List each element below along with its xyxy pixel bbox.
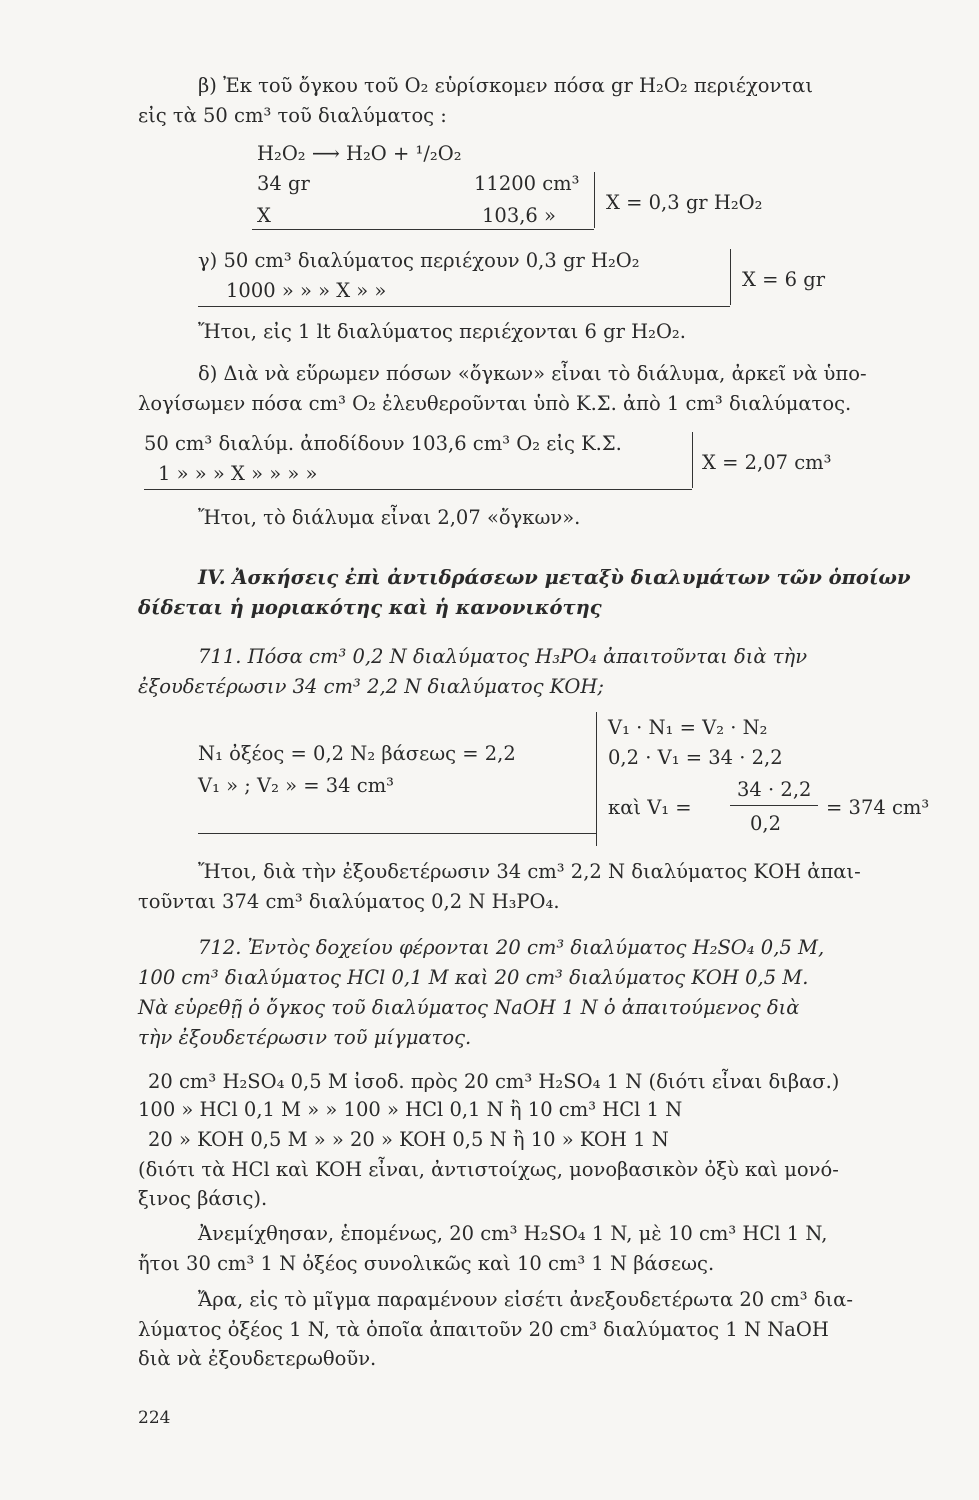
problem-711-fraction-denominator: 0,2 bbox=[750, 812, 782, 835]
problem-711-rule bbox=[198, 833, 596, 834]
problem-712-mix-line2: ἤτοι 30 cm³ 1 N ὀξέος συνολικῶς καὶ 10 cm³ 1 N βάσεως. bbox=[138, 1252, 715, 1275]
proportion-b-separator bbox=[594, 172, 595, 228]
section-d-line1: δ) Διὰ νὰ εὕρωμεν πόσων «ὄγκων» εἶναι τὸ διάλυμα, ἀρκεῖ νὰ ὑπο- bbox=[198, 362, 867, 385]
proportion-b-result: X = 0,3 gr H₂O₂ bbox=[606, 191, 763, 214]
section-d-line2: λογίσωμεν πόσα cm³ O₂ ἐλευθεροῦνται ὑπὸ Κ.Σ. ἀπὸ 1 cm³ διαλύματος. bbox=[138, 392, 852, 415]
section-iv-heading-line2: δίδεται ἡ μοριακότης καὶ ἡ κανονικότης bbox=[138, 596, 602, 619]
problem-712-question-line4: τὴν ἐξουδετέρωσιν τοῦ μίγματος. bbox=[138, 1026, 472, 1049]
problem-711-substitution: 0,2 · V₁ = 34 · 2,2 bbox=[608, 746, 783, 769]
problem-712-final-line3: διὰ νὰ ἐξουδετερωθοῦν. bbox=[138, 1347, 377, 1370]
problem-711-given-line2: V₁ » ; V₂ » = 34 cm³ bbox=[198, 774, 394, 797]
proportion-b-row1-left: 34 gr bbox=[257, 172, 310, 195]
section-d-row2: 1 » » » X » » » » bbox=[158, 462, 318, 485]
problem-712-solution-line2: 100 » HCl 0,1 M » » 100 » HCl 0,1 N ἢ 10 cm³ HCl 1 N bbox=[138, 1098, 683, 1121]
section-c-separator bbox=[730, 249, 731, 305]
section-d-separator bbox=[692, 432, 693, 488]
section-d-conclusion: Ἤτοι, τὸ διάλυμα εἶναι 2,07 «ὄγκων». bbox=[198, 506, 581, 529]
proportion-b-row2-right: 103,6 » bbox=[482, 204, 556, 227]
problem-712-question-line2: 100 cm³ διαλύματος HCl 0,1 M καὶ 20 cm³ διαλύματος ΚΟΗ 0,5 M. bbox=[138, 966, 809, 989]
problem-711-question-line2: ἐξουδετέρωσιν 34 cm³ 2,2 N διαλύματος ΚΟΗ; bbox=[138, 675, 604, 698]
problem-712-final-line1: Ἄρα, εἰς τὸ μῖγμα παραμένουν εἰσέτι ἀνεξουδετέρωτα 20 cm³ δια- bbox=[198, 1288, 853, 1311]
problem-712-question-line3: Νὰ εὑρεθῇ ὁ ὄγκος τοῦ διαλύματος NaOH 1 N ὁ ἀπαιτούμενος διὰ bbox=[138, 996, 800, 1019]
problem-711-formula: V₁ · N₁ = V₂ · N₂ bbox=[608, 716, 768, 739]
proportion-b-row1-right: 11200 cm³ bbox=[474, 172, 580, 195]
section-d-row1: 50 cm³ διαλύμ. ἀποδίδουν 103,6 cm³ O₂ εἰς Κ.Σ. bbox=[144, 432, 622, 455]
problem-711-result-lead: καὶ V₁ = bbox=[608, 796, 692, 819]
section-c-rule bbox=[198, 306, 730, 307]
problem-711-answer-line2: τοῦνται 374 cm³ διαλύματος 0,2 N H₃PO₄. bbox=[138, 890, 560, 913]
problem-711-question-line1: 711. Πόσα cm³ 0,2 N διαλύματος H₃PO₄ ἀπαιτοῦνται διὰ τὴν bbox=[198, 645, 808, 668]
section-b-line1: β) Ἐκ τοῦ ὄγκου τοῦ O₂ εὑρίσκομεν πόσα gr H₂O₂ περιέχονται bbox=[198, 74, 813, 97]
section-c-row1: γ) 50 cm³ διαλύματος περιέχουν 0,3 gr H₂O₂ bbox=[198, 249, 640, 272]
section-b-line2: εἰς τὰ 50 cm³ τοῦ διαλύματος : bbox=[138, 104, 447, 127]
section-c-conclusion: Ἤτοι, εἰς 1 lt διαλύματος περιέχονται 6 gr H₂O₂. bbox=[198, 320, 686, 343]
problem-712-mix-line1: Ἀνεμίχθησαν, ἑπομένως, 20 cm³ H₂SO₄ 1 N, μὲ 10 cm³ HCl 1 N, bbox=[198, 1222, 828, 1245]
problem-711-fraction-bar bbox=[730, 805, 818, 806]
problem-712-final-line2: λύματος ὀξέος 1 N, τὰ ὁποῖα ἀπαιτοῦν 20 cm³ διαλύματος 1 N NaOH bbox=[138, 1318, 829, 1341]
problem-711-result-tail: = 374 cm³ bbox=[826, 796, 930, 819]
problem-711-answer-line1: Ἤτοι, διὰ τὴν ἐξουδετέρωσιν 34 cm³ 2,2 N διαλύματος ΚΟΗ ἀπαι- bbox=[198, 860, 861, 883]
problem-711-separator bbox=[596, 712, 597, 846]
section-iv-heading-line1: IV. Ἀσκήσεις ἐπὶ ἀντιδράσεων μεταξὺ διαλυμάτων τῶν ὁποίων bbox=[198, 566, 911, 589]
problem-712-solution-line3: 20 » KOH 0,5 M » » 20 » KOH 0,5 N ἢ 10 » KOH 1 N bbox=[148, 1128, 669, 1151]
proportion-b-rule bbox=[252, 229, 594, 230]
section-c-row2: 1000 » » » X » » bbox=[226, 279, 387, 302]
problem-712-solution-line4: (διότι τὰ HCl καὶ KOH εἶναι, ἀντιστοίχως, μονοβασικὸν ὀξὺ καὶ μονό- bbox=[138, 1158, 839, 1181]
problem-712-question-line1: 712. Ἐντὸς δοχείου φέρονται 20 cm³ διαλύματος H₂SO₄ 0,5 M, bbox=[198, 936, 825, 959]
section-c-result: X = 6 gr bbox=[742, 268, 826, 291]
problem-712-solution-line1: 20 cm³ H₂SO₄ 0,5 M ἰσοδ. πρὸς 20 cm³ H₂SO₄ 1 N (διότι εἶναι διβασ.) bbox=[148, 1070, 840, 1093]
problem-711-given-line1: N₁ ὀξέος = 0,2 N₂ βάσεως = 2,2 bbox=[198, 742, 516, 765]
section-d-result: X = 2,07 cm³ bbox=[702, 451, 832, 474]
problem-711-fraction-numerator: 34 · 2,2 bbox=[737, 778, 812, 801]
section-d-rule bbox=[144, 489, 692, 490]
reaction-equation: H₂O₂ ⟶ H₂O + ¹/₂O₂ bbox=[257, 142, 462, 165]
problem-712-solution-line5: ξινος βάσις). bbox=[138, 1187, 268, 1210]
proportion-b-row2-left: X bbox=[257, 204, 271, 227]
page-number: 224 bbox=[138, 1408, 171, 1428]
